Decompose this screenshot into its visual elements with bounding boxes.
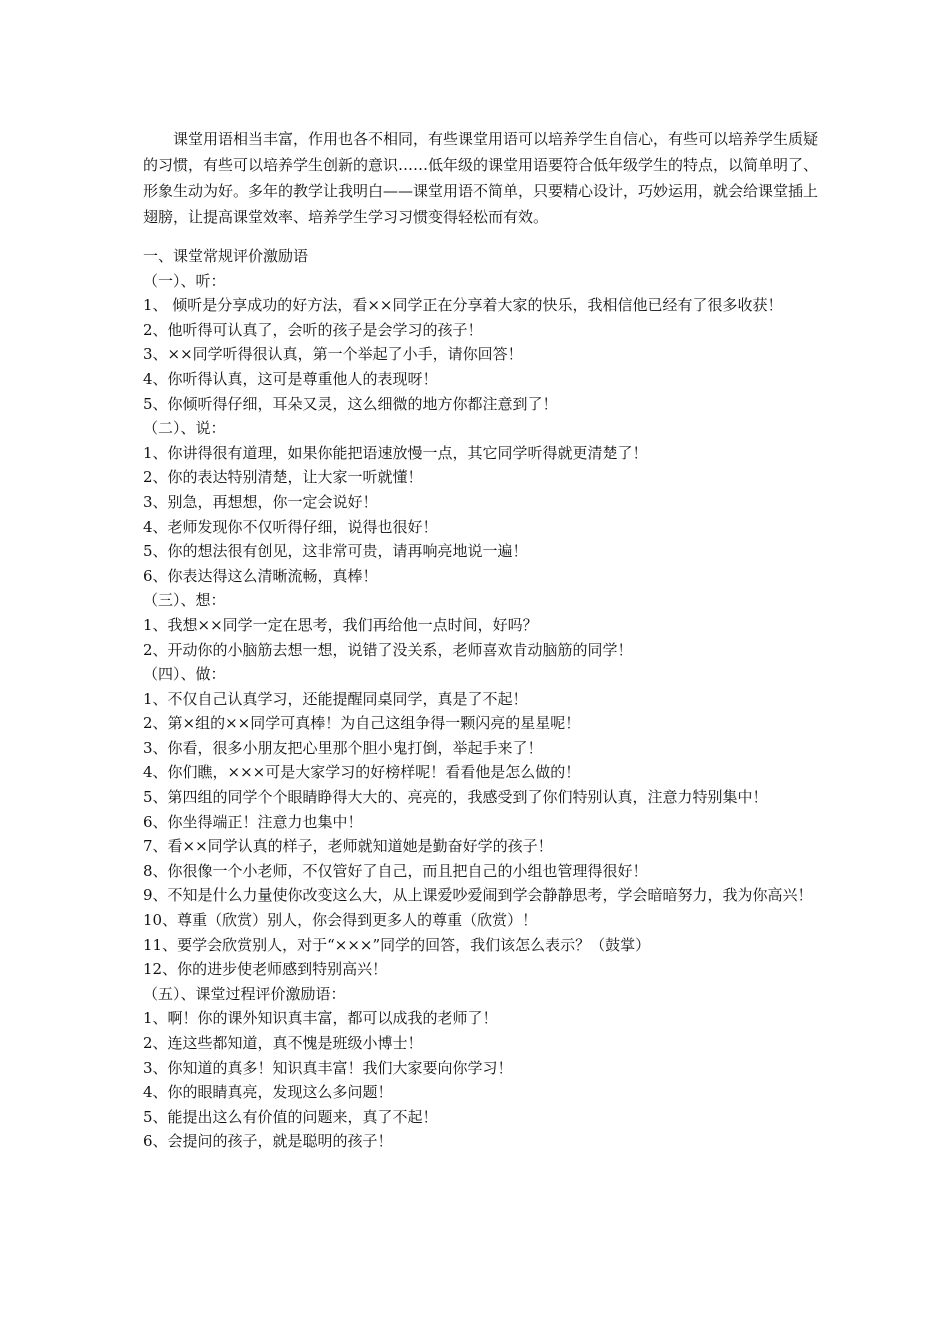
text-line: 2、连这些都知道，真不愧是班级小博士！	[143, 1034, 423, 1052]
text-line: 12、你的进步使老师感到特别高兴！	[143, 960, 388, 979]
text-line: 2、开动你的小脑筋去想一想，说错了没关系，老师喜欢肯动脑筋的同学！	[143, 640, 633, 659]
text-line: 7、看××同学认真的样子，老师就知道她是勤奋好学的孩子！	[143, 837, 553, 856]
text-line: 5、你倾听得仔细，耳朵又灵，这么细微的地方你都注意到了！	[143, 394, 558, 413]
text-line: 1、我想××同学一定在思考，我们再给他一点时间，好吗？	[143, 615, 538, 634]
text-line: 10、尊重（欣赏）别人，你会得到更多人的尊重（欣赏）！	[143, 911, 538, 930]
text-line: 1、啊！你的课外知识真丰富，都可以成我的老师了！	[143, 1009, 498, 1028]
text-line: 3、别急，再想想，你一定会说好！	[143, 492, 378, 511]
text-line: 3、你看，很多小朋友把心里那个胆小鬼打倒，举起手来了！	[143, 738, 543, 757]
text-line: 3、你知道的真多！知识真丰富！我们大家要向你学习！	[143, 1058, 513, 1077]
text-line: 5、能提出这么有价值的问题来，真了不起！	[143, 1107, 438, 1126]
text-line: 5、你的想法很有创见，这非常可贵，请再响亮地说一遍！	[143, 542, 528, 561]
text-line: 4、你的眼睛真亮，发现这么多问题！	[143, 1083, 393, 1102]
text-line: 1、 倾听是分享成功的好方法，看××同学正在分享着大家的快乐，我相信他已经有了很多收获！	[143, 296, 783, 315]
text-line: 8、你很像一个小老师，不仅管好了自己，而且把自己的小组也管理得很好！	[143, 861, 648, 880]
text-line: 4、你们瞧，×××可是大家学习的好榜样呢！看看他是怎么做的！	[143, 763, 581, 782]
text-line: 2、他听得可认真了，会听的孩子是会学习的孩子！	[143, 320, 483, 339]
text-line: （四）、做：	[143, 665, 226, 684]
text-line: 9、不知是什么力量使你改变这么大，从上课爱吵爱闹到学会静静思考，学会暗暗努力，我为你高兴！	[143, 886, 813, 905]
text-line: 2、第×组的××同学可真棒！为自己这组争得一颗闪亮的星星呢！	[143, 714, 581, 733]
text-line: 一、课堂常规评价激励语	[143, 247, 309, 265]
text-line: （三）、想：	[143, 591, 226, 610]
text-line: （五）、课堂过程评价激励语：	[143, 984, 346, 1003]
text-line: 1、你讲得很有道理，如果你能把语速放慢一点，其它同学听得就更清楚了！	[143, 443, 648, 462]
text-line: 4、你听得认真，这可是尊重他人的表现呀！	[143, 369, 438, 388]
text-line: （二）、说：	[143, 419, 226, 438]
text-line: 4、老师发现你不仅听得仔细，说得也很好！	[143, 517, 438, 536]
intro-paragraph: 课堂用语相当丰富，作用也各不相同，有些课堂用语可以培养学生自信心，有些可以培养学生质疑的习惯，有些可以培养学生创新的意识……低年级的课堂用语要符合低年级学生的特点，以简单明了、形象生动为好。多年的教学让我明白——课堂用语不简单，只要精心设计，巧妙运用，就会给课堂插上翅膀，让提高课堂效率、培养学生学习习惯变得轻松而有效。	[143, 130, 819, 226]
text-line: 6、你表达得这么清晰流畅，真棒！	[143, 566, 378, 585]
text-line: 3、××同学听得很认真，第一个举起了小手，请你回答！	[143, 345, 523, 364]
text-line: 5、第四组的同学个个眼睛睁得大大的、亮亮的，我感受到了你们特别认真，注意力特别集中！	[143, 788, 768, 807]
text-line: 2、你的表达特别清楚，让大家一听就懂！	[143, 468, 423, 487]
text-line: 11、要学会欣赏别人，对于“×××”同学的回答，我们该怎么表示？（鼓掌）	[143, 935, 651, 954]
text-line: （一）、听：	[143, 271, 226, 290]
text-line: 6、会提问的孩子，就是聪明的孩子！	[143, 1132, 393, 1151]
document-body	[143, 244, 833, 1154]
text-line: 6、你坐得端正！注意力也集中！	[143, 812, 363, 831]
text-line: 1、不仅自己认真学习，还能提醒同桌同学，真是了不起！	[143, 689, 528, 708]
